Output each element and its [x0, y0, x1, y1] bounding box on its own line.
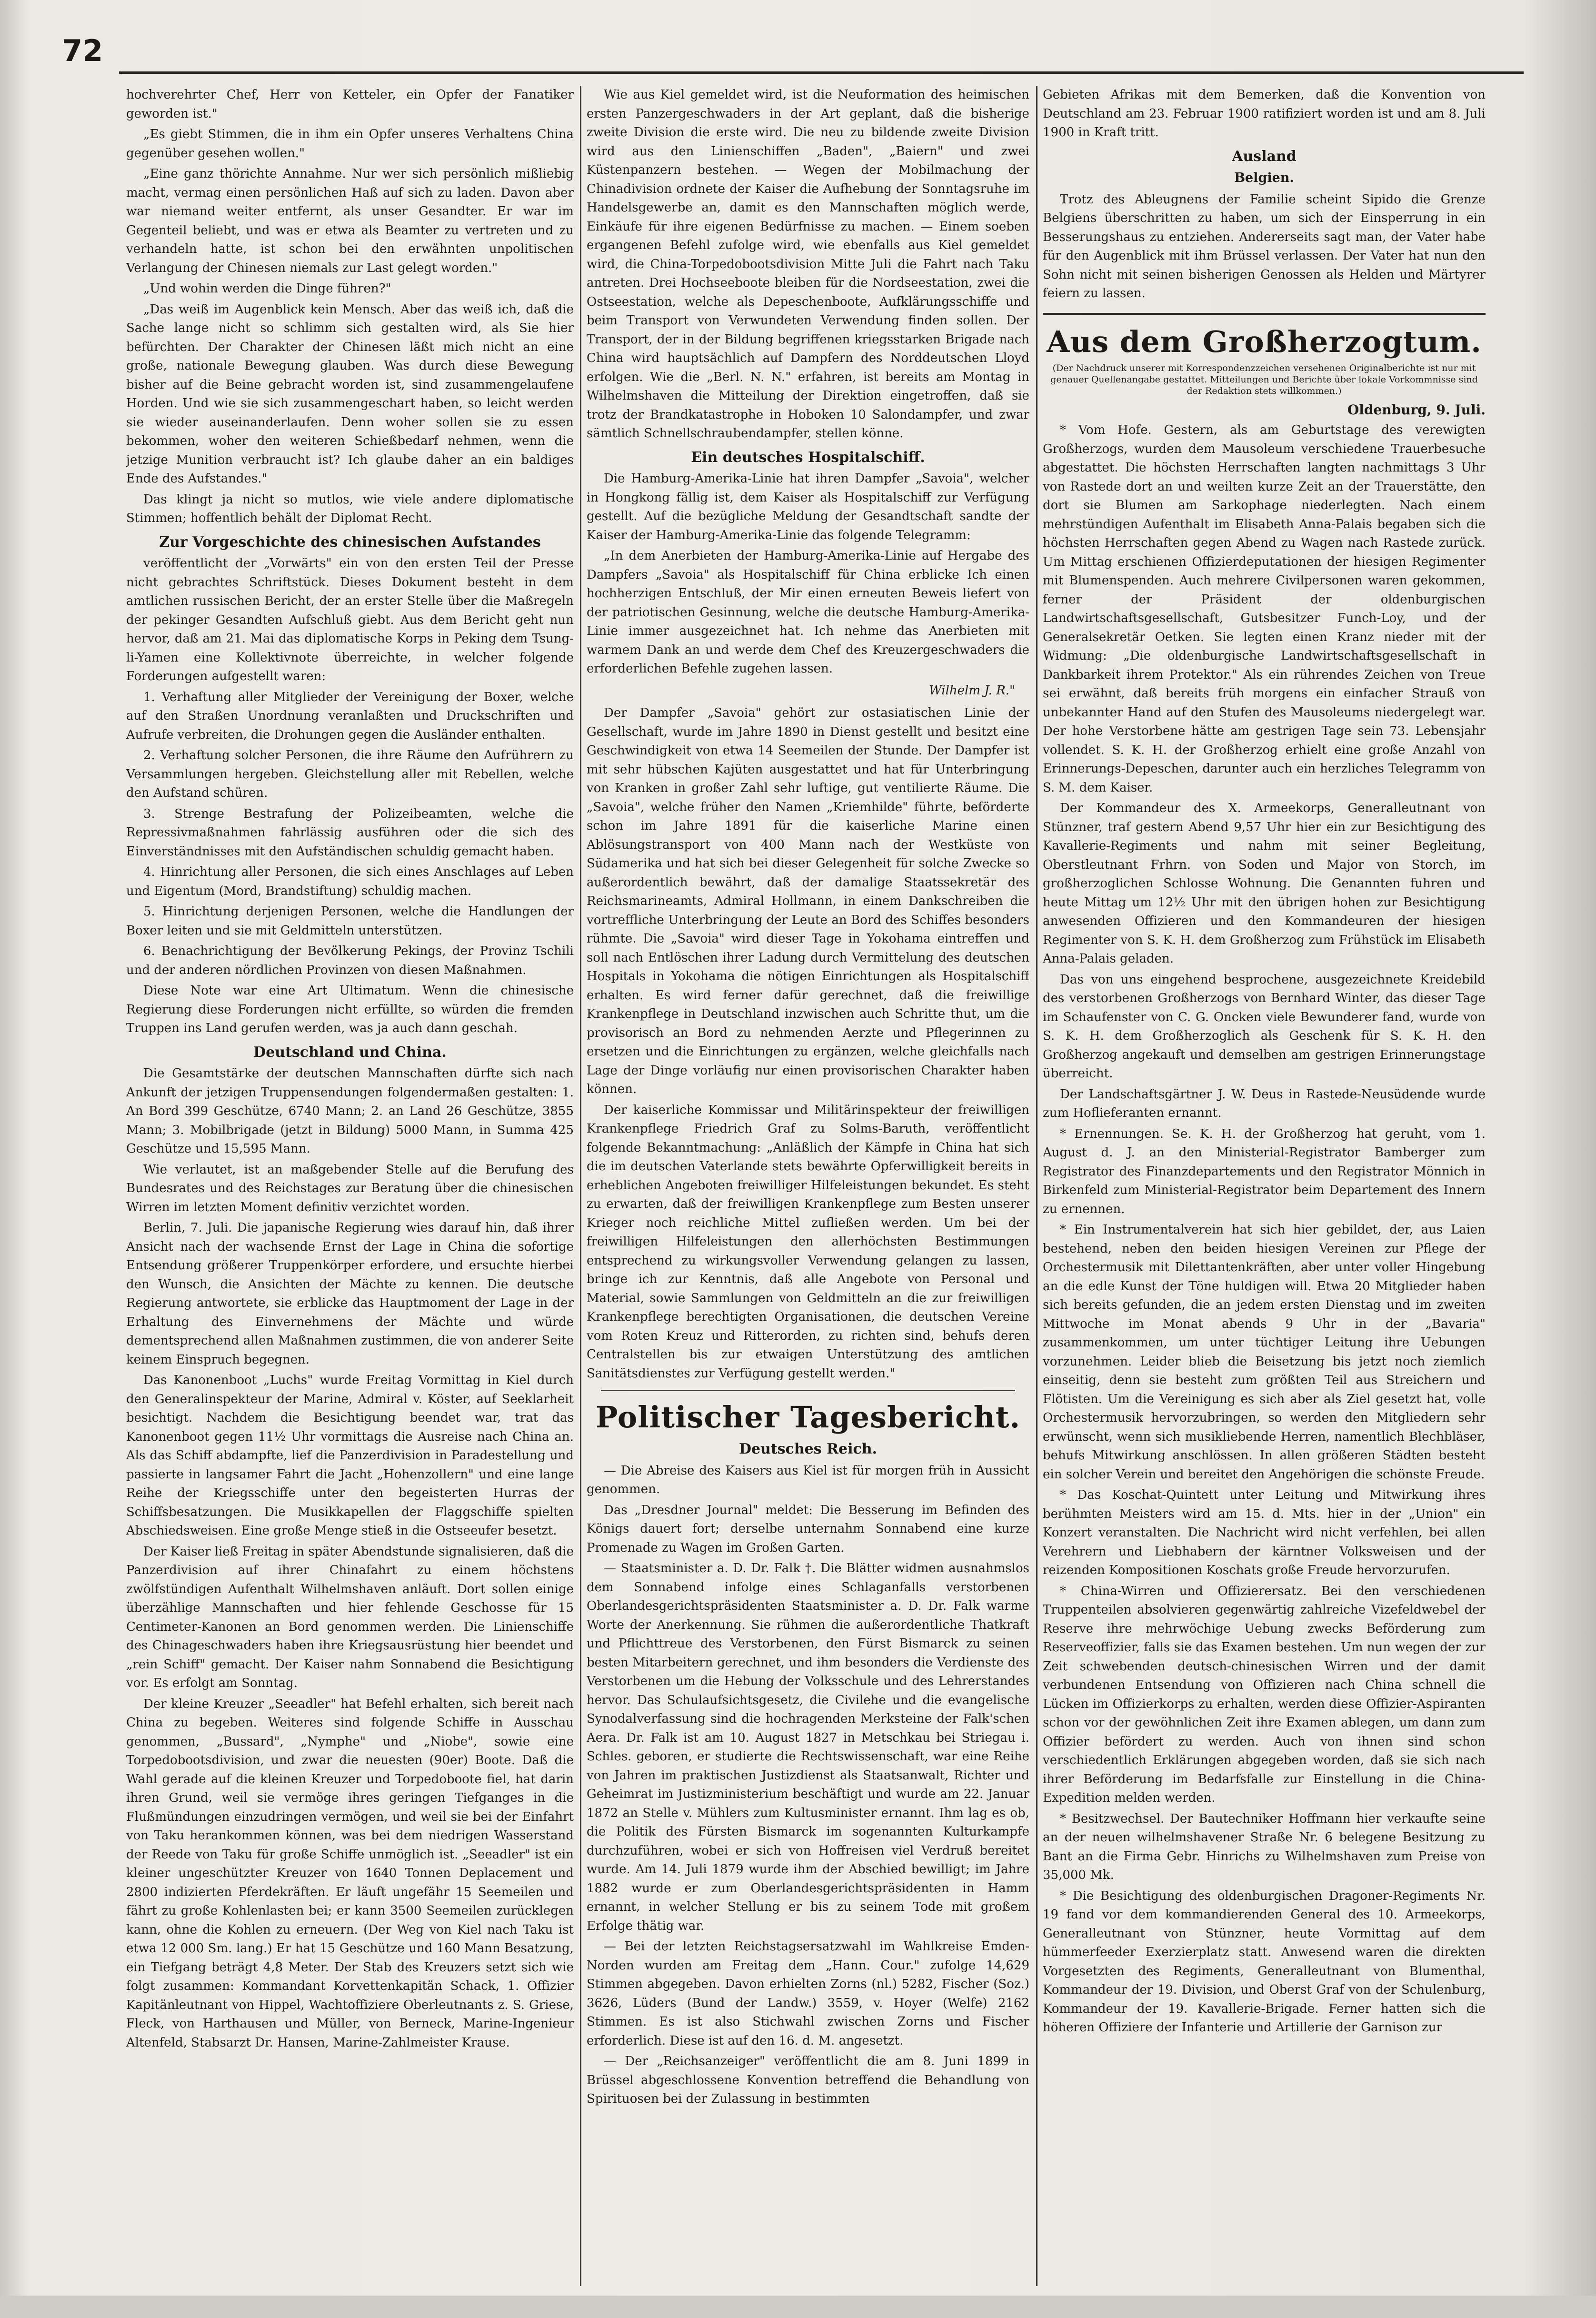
paragraph: * Ernennungen. Se. K. H. der Großherzog hat geruht, vom 1. August d. J. an den Ministerial-Registrator Bamberger zum Registrator des Finanzdepartements und den Registrator Mönnich in Birkenfeld zum Ministerial-Registrator beim Departement des Innern zu ernennen. — [1043, 1126, 1486, 1216]
paragraph: „Eine ganz thörichte Annahme. Nur wer sich persönlich mißliebig macht, vermag einen persönlichen Haß auf sich zu laden. Davon aber war niemand weiter entfernt, als unser Gesandter. Er war im Gegenteil beliebt, und was er etwa als Beamter zu vertreten und zu verhandeln hatte, ist schon bei den erwähnten unpolitischen Verlangung der Chinesen niemals zur Last gelegt worden." — [126, 167, 574, 275]
paragraph: Trotz des Ableugnens der Familie scheint Sipido die Grenze Belgiens überschritten zu haben, um sich der Einsperrung in ein Besserungshaus zu entziehen. Andererseits sagt man, der Vater habe für den Augenblick mit ihm Brüssel verlassen. Der Vater hat nun den Sohn nicht mit seinen bisherigen Genossen als Helden und Märtyrer feiern zu lassen. — [1043, 192, 1486, 301]
paragraph: * Ein Instrumentalverein hat sich hier gebildet, der, aus Laien bestehend, neben den beiden hiesigen Vereinen zur Pflege der Orchestermusik mit Dilettantenkräften, aber unter voller Hingebung an die edle Kunst der Töne huldigen will. Etwa 20 Mitglieder haben sich bereits gefunden, die an jedem ersten Dienstag und im zweiten Mittwoche im Monat abends 9 Uhr in der „Bavaria" zusammenkommen, um unter tüchtiger Leitung ihre Uebungen vorzunehmen. Leider blieb die Beisetzung bis jetzt noch ziemlich einseitig, denn sie besteht zum größten Teil aus Streichern und Flötisten. Um die Vereinigung es sich aber als Ziel gesetzt hat, volle Orchestermusik hervorzubringen, so werden den Mitgliedern sehr erwünscht, wenn sich musikliebende Herren, namentlich Blechbläser, behufs Mitwirkung anschlössen. In allen größeren Städten besteht ein solcher Verein und bereitet den Angehörigen die schönste Freude. — [1043, 1223, 1486, 1482]
section-note: (Der Nachdruck unserer mit Korrespondenzzeichen versehenen Originalberichte ist nur mit genauer Quellenangabe gestattet. Mitteilungen und Berichte über lokale Vorkommnisse sind der Redaktion stets willkommen.) — [1050, 362, 1478, 396]
paragraph: * Besitzwechsel. Der Bautechniker Hoffmann hier verkaufte seine an der neuen wilhelmshavener Straße Nr. 6 belegene Besitzung zu Bant an die Firma Gebr. Hinrichs zu Wilhelmshaven zum Preise von 35,000 Mk. — [1043, 1811, 1486, 1882]
paragraph: Wie verlautet, ist an maßgebender Stelle auf die Berufung des Bundesrates und des Reichstages zur Beratung über die chinesischen Wirren im letzten Moment definitiv verzichtet worden. — [126, 1162, 574, 1214]
paragraph: „Und wohin werden die Dinge führen?" — [143, 281, 391, 296]
section-title: Politischer Tagesbericht. — [595, 1400, 1021, 1435]
article-heading: Ein deutsches Hospitalschiff. — [691, 449, 925, 466]
paragraph: Der kleine Kreuzer „Seeadler" hat Befehl erhalten, sich bereit nach China zu begeben. Weiteres sind folgende Schiffe in Ausschau genommen, „Bussard", „Nymphe" und „Niobe", sowie eine Torpedobootsdivision, und zwar die neuesten (90er) Boote. Daß die Wahl gerade auf die kleinen Kreuzer und Torpedoboote fiel, hat darin ihren Grund, weil sie vermöge ihres geringen Tiefganges in die Flußmündungen einzudringen vermögen, und weil sie bei der Einfahrt von Taku herankommen können, was bei dem niedrigen Wasserstand der Reede von Taku für große Schiffe unmöglich ist. „Seeadler" ist ein kleiner ungeschützter Kreuzer von 1640 Tonnen Deplacement und 2800 indizierten Pferdekräften. Er läuft ungefähr 15 Seemeilen und fährt zu große Kohlenlasten bei; er kann 3500 Seemeilen zurücklegen kann, ohne die Kohlen zu erneuern. (Der Weg von Kiel nach Taku ist etwa 12 000 Sm. lang.) Er hat 15 Geschütze und 160 Mann Besatzung, ein Tiefgang beträgt 4,8 Meter. Der Stab des Kreuzers setzt sich wie folgt zusammen: Kommandant Korvettenkapitän Schack, 1. Offizier Kapitänleutnant von Hippel, Wachtoffiziere Oberleutnants z. S. Griese, Fleck, von Harthausen und Müller, von Berneck, Marine-Ingenieur Altenfeld, Stabsarzt Dr. Hansen, Marine-Zahlmeister Krause. — [126, 1696, 574, 2050]
paragraph: „In dem Anerbieten der Hamburg-Amerika-Linie auf Hergabe des Dampfers „Savoia" als Hospitalschiff für China erblicke Ich einen hochherzigen Entschluß, der Mir einen erneuten Beweis liefert von der patriotischen Gesinnung, welche die deutsche Hamburg-Amerika-Linie immer ausgezeichnet hat. Ich nehme das Anerbieten mit warmem Dank an und werde dem Chef des Kreuzergeschwaders die erforderlichen Befehle zugehen lassen. — [587, 549, 1029, 676]
paragraph: Die Hamburg-Amerika-Linie hat ihren Dampfer „Savoia", welcher in Hongkong fällig ist, dem Kaiser als Hospitalschiff zur Verfügung gestellt. Auf die bezügliche Meldung der Gesandtschaft sandte der Kaiser der Hamburg-Amerika-Linie das folgende Telegramm: — [587, 472, 1029, 542]
column-1 — [126, 86, 574, 2296]
paragraph: * Vom Hofe. Gestern, als am Geburtstage des verewigten Großherzogs, wurden dem Mausoleum verschiedene Trauerbesuche abgestattet. Die höchsten Herrschaften langten nachmittags 3 Uhr von Rastede dort an und weilten kurze Zeit an der Trauerstätte, den dort sie Blumen am Sarkophage niederlegten. Nach einem mehrstündigen Aufenthalt im Elisabeth Anna-Palais begaben sich die höchsten Herrschaften gegen Abend zu Wagen nach Rastede zurück. Um Mittag erschienen Offizierdeputationen der hiesigen Regimenter mit Blumenspenden. Auch mehrere Civilpersonen waren gekommen, ferner der Präsident der oldenburgischen Landwirtschaftsgesellschaft, Gutsbesitzer Funch-Loy, und der Generalsekretär Oetken. Sie legten einen Kranz nieder mit der Widmung: „Die oldenburgische Landwirtschaftsgesellschaft in Dankbarkeit ihrem Protektor." Als ein rührendes Zeichen von Treue sei erwähnt, daß bereits früh morgens ein einfacher Strauß von unbekannter Hand auf den Stufen des Mausoleums niedergelegt war. Der hohe Verstorbene hätte am gestrigen Tage sein 73. Lebensjahr vollendet. S. K. H. der Großherzog erhielt eine große Anzahl von Erinnerungs-Depeschen, darunter auch ein herzliches Telegramm von S. M. dem Kaiser. — [1043, 423, 1486, 795]
paragraph: Der Kommandeur des X. Armeekorps, Generalleutnant von Stünzner, traf gestern Abend 9,57 Uhr hier ein zur Besichtigung des Kavallerie-Regiments und nahm mit seiner Begleitung, Oberstleutnant Frhrn. von Soden und Major von Storch, im großherzoglichen Schlosse Wohnung. Die Genannten fuhren und heute Mittag um 12½ Uhr mit den übrigen hohen zur Besichtigung anwesenden Offizieren und den Kommandeuren der hiesigen Regimenter von S. K. H. dem Großherzog zum Frühstück im Elisabeth Anna-Palais geladen. — [1043, 801, 1486, 966]
paragraph: Gebieten Afrikas mit dem Bemerken, daß die Konvention von Deutschland am 23. Februar 1900 ratifiziert worden ist und am 8. Juli 1900 in Kraft tritt. — [1043, 88, 1486, 140]
paragraph: — Der „Reichsanzeiger" veröffentlicht die am 8. Juni 1899 in Brüssel abgeschlossene Konvention betreffend die Behandlung von Spirituosen bei der Zulassung in bestimmten — [587, 2054, 1029, 2106]
paragraph: Der Dampfer „Savoia" gehört zur ostasiatischen Linie der Gesellschaft, wurde im Jahre 1890 in Dienst gestellt und besitzt eine Geschwindigkeit von etwa 14 Seemeilen der Stunde. Der Dampfer ist mit sehr hübschen Kajüten ausgestattet und hat für Unterbringung von Kranken in großer Zahl sehr luftige, gut ventilierte Räume. Die „Savoia", welche früher den Namen „Kriemhilde" führte, beförderte schon im Jahre 1891 für die kaiserliche Marine einen Ablösungstransport von 400 Mann nach der Westküste von Südamerika und hat sich bei dieser Gelegenheit für solche Zwecke so außerordentlich bewährt, daß der damalige Staatssekretär des Reichsmarineamts, Admiral Hollmann, in einem Dankschreiben die vortreffliche Unterbringung der Leute an Bord des Schiffes besonders rühmte. Die „Savoia" wird dieser Tage in Yokohama eintreffen und soll nach Entlöschen ihrer Ladung durch Vermittelung des deutschen Hospitals in Yokohama die nötigen Einrichtungen als Hospitalschiff erhalten. Es wird ferner dafür gerechnet, daß die freiwillige Krankenpflege in Deutschland inzwischen auch Schritte thut, um die provisorisch an Bord zu nehmenden Aerzte und Pflegerinnen zu ersetzen und die Einrichtungen zu ergänzen, welche gleichfalls nach Lage der Dinge vorläufig nur einen provisorischen Charakter haben können. — [587, 706, 1029, 1096]
subsection-heading: Belgien. — [1234, 171, 1294, 185]
subsection-heading: Deutsches Reich. — [738, 1441, 878, 1457]
paragraph: Wie aus Kiel gemeldet wird, ist die Neuformation des heimischen ersten Panzergeschwaders in der Art geplant, daß die bisherige zweite Division die erste wird. Die neu zu bildende zweite Division wird aus den Linienschiffen „Baden", „Baiern" und zwei Küstenpanzern bestehen. — Wegen der Mobilmachung der Chinadivision ordnete der Kaiser die Aufhebung der Sonntagsruhe im Handelsgewerbe an, damit es den Mannschaften möglich werde, Einkäufe für ihre eigenen Bedürfnisse zu machen. — Einem soeben ergangenen Befehl zufolge wird, wie ebenfalls aus Kiel gemeldet wird, die China-Torpedobootsdivision Mitte Juli die Fahrt nach Taku antreten. Drei Hochseeboote bleiben für die Nordseestation, zwei die Ostseestation, welche als Depeschenboote, Aufklärungsschiffe und beim Transport von Verwundeten Verwendung finden sollen. Der Transport, der in der Bildung begriffenen kriegsstarken Brigade nach China wird hauptsächlich auf Dampfern des Norddeutschen Lloyd erfolgen. Wie die „Berl. N. N." erfahren, ist bereits am Montag in Wilhelmshaven die Mitteilung der Direktion eingetroffen, daß sie trotz der Brandkatastrophe in Hoboken 10 Salondampfer, und zwar sämtlich Schnellschraubendampfer, stellen könne. — [587, 88, 1029, 441]
subsection-heading: Ausland — [1232, 148, 1297, 165]
paragraph: — Die Abreise des Kaisers aus Kiel ist für morgen früh in Aussicht genommen. — [587, 1463, 1029, 1496]
paragraph: 4. Hinrichtung aller Personen, die sich eines Anschlages auf Leben und Eigentum (Mord, Brandstiftung) schuldig machen. — [126, 865, 574, 898]
paragraph: 3. Strenge Bestrafung der Polizeibeamten, welche die Repressivmaßnahmen fahrlässig ausführen oder die sich des Einverständnisses mit den Aufständischen schuldig gemacht haben. — [126, 806, 574, 859]
dateline: Oldenburg, 9. Juli. — [1347, 401, 1486, 418]
paragraph: „Es giebt Stimmen, die in ihm ein Opfer unseres Verhaltens China gegenüber gesehen wollen." — [126, 127, 574, 161]
paragraph: Das klingt ja nicht so mutlos, wie viele andere diplomatische Stimmen; hoffentlich behält der Diplomat Recht. — [126, 492, 574, 525]
column-divider — [580, 86, 581, 2286]
paragraph: 2. Verhaftung solcher Personen, die ihre Räume den Aufrührern zu Versammlungen hergeben. Gleichstellung aller mit Rebellen, welche den Aufstand schüren. — [126, 748, 574, 800]
paragraph: Der Landschaftsgärtner J. W. Deus in Rastede-Neusüdende wurde zum Hoflieferanten ernannt. — [1043, 1087, 1486, 1120]
column-3 — [1043, 86, 1486, 2296]
paragraph: Diese Note war eine Art Ultimatum. Wenn die chinesische Regierung diese Forderungen nicht erfüllte, so würden die fremden Truppen ins Land gerufen werden, was ja auch dann geschah. — [126, 983, 574, 1035]
paragraph: Das von uns eingehend besprochene, ausgezeichnete Kreidebild des verstorbenen Großherzogs von Bernhard Winter, das dieser Tage im Schaufenster von C. G. Oncken viele Bewunderer fand, wurde von S. K. H. dem Großherzoglich als Geschenk für S. K. H. den Großherzog angekauft und demselben am gestrigen Erinnerungstage überreicht. — [1043, 972, 1486, 1081]
header-rule — [119, 71, 1524, 74]
paragraph: veröffentlicht der „Vorwärts" ein von den ersten Teil der Presse nicht gebrachtes Schriftstück. Dieses Dokument besteht in dem amtlichen russischen Bericht, der an erster Stelle über die Maßregeln der pekinger Gesandten Aufschluß giebt. Aus dem Bericht geht nun hervor, daß am 21. Mai das diplomatische Korps in Peking dem Tsung-li-Yamen eine Kollektivnote überreichte, in welcher folgende Forderungen aufgestellt waren: — [126, 556, 574, 683]
paragraph: * China-Wirren und Offizierersatz. Bei den verschiedenen Truppenteilen absolvieren gegenwärtig zahlreiche Vizefeldwebel der Reserve ihre mehrwöchige Uebung zwecks Beförderung zum Reserveoffizier, falls sie das Examen bestehen. Um nun wegen der zur Zeit schwebenden deutsch-chinesischen Wirren und der damit verbundenen Entsendung von Offizieren nach China schnell die Lücken im Offizierkorps zu erhalten, werden diese Offizier-Aspiranten schon vor der gewöhnlichen Zeit ihre Examen ablegen, um dann zum Offizier befördert zu werden. Auch von ihnen sind schon verschiedentlich Erklärungen abgegeben worden, daß sie sich nach ihrer Beförderung im Bedarfsfalle zur Einstellung in die China-Expedition melden werden. — [1043, 1584, 1486, 1805]
section-title: Aus dem Großherzogtum. — [1047, 324, 1482, 359]
page-bottom-margin — [0, 2296, 1596, 2318]
article-heading: Zur Vorgeschichte des chinesischen Aufstandes — [159, 533, 541, 551]
paragraph: * Das Koschat-Quintett unter Leitung und Mitwirkung ihres berühmten Meisters wird am 15. d. Mts. hier in der „Union" ein Konzert veranstalten. Die Nachricht wird nicht verfehlen, bei allen Verehrern und Liebhabern der kärntner Volksweisen und der reizenden Kompositionen Koschats große Freude hervorzurufen. — [1043, 1488, 1486, 1577]
paragraph: 1. Verhaftung aller Mitglieder der Vereinigung der Boxer, welche auf den Straßen Unordnung veranlaßten und Druckschriften und Aufrufe verbreiten, die Drohungen gegen die Ausländer enthalten. — [126, 690, 574, 742]
paragraph: Das Kanonenboot „Luchs" wurde Freitag Vormittag in Kiel durch den Generalinspekteur der Marine, Admiral v. Köster, auf Seeklarheit besichtigt. Nachdem die Besichtigung beendet war, trat das Kanonenboot gegen 11½ Uhr vormittags die Ausreise nach China an. Als das Schiff abdampfte, lief die Panzerdivision in Paradestellung und passierte in langsamer Fahrt die Jacht „Hohenzollern" und eine lange Reihe der Kriegsschiffe unter den begeisterten Hurras der Schiffsbesatzungen. Die Musikkapellen der Flaggschiffe spielten Abschiedsweisen. Eine große Menge stieß in die Ostseeufer besetzt. — [126, 1373, 574, 1538]
article-heading: Deutschland und China. — [253, 1044, 447, 1061]
column-divider — [1036, 86, 1037, 2286]
paragraph: Die Gesamtstärke der deutschen Mannschaften dürfte sich nach Ankunft der jetzigen Truppensendungen folgendermaßen gestalten: 1. An Bord 399 Geschütze, 6740 Mann; 2. an Land 26 Geschütze, 3855 Mann; 3. Mobilbrigade (jetzt in Bildung) 5000 Mann, in Summa 425 Geschütze und 15,595 Mann. — [126, 1066, 574, 1156]
paragraph: Berlin, 7. Juli. Die japanische Regierung wies darauf hin, daß ihrer Ansicht nach der wachsende Ernst der Lage in China die sofortige Entsendung größerer Truppenkörper erfordere, und ersuchte hierbei den Wunsch, die Ansichten der Mächte zu kennen. Die deutsche Regierung antwortete, sie erblicke das Hauptmoment der Lage in der Erhaltung des Einvernehmens der Mächte und würde dementsprechend allen Maßnahmen zustimmen, die von anderer Seite keinem Einspruch begegnen. — [126, 1221, 574, 1367]
section-rule — [1043, 313, 1486, 315]
paragraph: — Staatsminister a. D. Dr. Falk †. Die Blätter widmen ausnahmslos dem Sonnabend infolge eines Schlaganfalls verstorbenen Oberlandesgerichtspräsidenten Staatsminister a. D. Dr. Falk warme Worte der Anerkennung. Sie rühmen die außerordentliche Thatkraft und Pflichttreue des Verstorbenen, den Fürst Bismarck zu seinen besten Mitarbeitern gerechnet, und ihm besonders die Verdienste des Verstorbenen um die Hebung der Volksschule und des Lehrerstandes hervor. Das Schulaufsichtsgesetz, die Civilehe und die evangelische Synodalverfassung sind die hochragenden Merksteine der Falk'schen Aera. Dr. Falk ist am 10. August 1827 in Metschkau bei Striegau i. Schles. geboren, er studierte die Rechtswissenschaft, war eine Reihe von Jahren im praktischen Justizdienst als Staatsanwalt, Richter und Geheimrat im Justizministerium beschäftigt und wurde am 22. Januar 1872 an Stelle v. Mühlers zum Kultusminister ernannt. Ihm lag es ob, die Politik des Fürsten Bismarck im sogenannten Kulturkampfe durchzuführen, wobei er sich von Hoffreisen viel Verdruß bereitet wurde. Am 14. Juli 1879 wurde ihm der Abschied bewilligt; im Jahre 1882 wurde er zum Oberlandesgerichtspräsidenten in Hamm ernannt, in welcher Stellung er bis zu seinem Tode mit großem Erfolge thätig war. — [587, 1561, 1029, 1933]
paragraph: 5. Hinrichtung derjenigen Personen, welche die Handlungen der Boxer leiten und sie mit Geldmitteln unterstützen. — [126, 904, 574, 938]
paragraph: hochverehrter Chef, Herr von Ketteler, ein Opfer der Fanatiker geworden ist." — [126, 88, 574, 121]
paragraph: Das „Dresdner Journal" meldet: Die Besserung im Befinden des Königs dauert fort; derselbe unternahm Sonnabend eine kurze Promenade zu Wagen im Großen Garten. — [587, 1503, 1029, 1555]
column-2 — [587, 86, 1029, 2296]
paragraph: * Die Besichtigung des oldenburgischen Dragoner-Regiments Nr. 19 fand vor dem kommandierenden General des 10. Armeekorps, Generalleutnant von Stünzner, heute Vormittag auf dem hümmerfeeder Exerzierplatz statt. Anwesend waren die direkten Vorgesetzten des Regiments, Generalleutnant von Blumenthal, Kommandeur der 19. Division, und Oberst Graf von der Schulenburg, Kommandeur der 19. Kavallerie-Brigade. Ferner hatten sich die höheren Offiziere der Infanterie und Artillerie der Garnison zur — [1043, 1888, 1486, 2035]
section-rule — [601, 1390, 1015, 1391]
paragraph: 6. Benachrichtigung der Bevölkerung Pekings, der Provinz Tschili und der anderen nördlichen Provinzen von diesen Maßnahmen. — [126, 944, 574, 977]
paragraph: Der Kaiser ließ Freitag in später Abendstunde signalisieren, daß die Panzerdivision auf ihrer Chinafahrt zu einem höchstens zwölfstündigen Aufenthalt Wilhelmshaven anläuft. Dort sollen einige überzählige Mannschaften und hier fehlende Geschosse für 15 Centimeter-Kanonen an Bord genommen werden. Die Linienschiffe des Chinageschwaders haben ihre Kriegsausrüstung hier beendet und „rein Schiff" gemacht. Der Kaiser nahm Sonnabend die Besichtigung vor. Es erfolgt am Sonntag. — [126, 1544, 574, 1690]
paragraph: Der kaiserliche Kommissar und Militärinspekteur der freiwilligen Krankenpflege Friedrich Graf zu Solms-Baruth, veröffentlicht folgende Bekanntmachung: „Anläßlich der Kämpfe in China hat sich die im deutschen Vaterlande stets bewährte Opferwilligkeit bereits in erheblichen Angeboten freiwilliger Hilfeleistungen bekundet. Es steht zu erwarten, daß der freiwilligen Krankenpflege zum Besten unserer Krieger noch reichliche Mittel zufließen werden. Um bei der freiwilligen Hilfeleistungen den allerhöchsten Bestimmungen entsprechend zu wirkungsvoller Verwendung gelangen zu lassen, bringe ich zur Kenntnis, daß alle Angebote von Personal und Material, sowie Sammlungen von Geldmitteln an die zur freiwilligen Krankenpflege berechtigten Organisationen, die deutschen Vereine vom Roten Kreuz und Ritterorden, zu richten sind, behufs deren Centralstellen bis zur etwaigen Unterstützung des amtlichen Sanitätsdienstes zur Verfügung gestellt werden." — [587, 1103, 1029, 1381]
signature-line: Wilhelm J. R." — [929, 683, 1015, 698]
paragraph: — Bei der letzten Reichstagsersatzwahl im Wahlkreise Emden-Norden wurden am Freitag dem „Hann. Cour." zufolge 14,629 Stimmen abgegeben. Davon erhielten Zorns (nl.) 5282, Fischer (Soz.) 3626, Lüders (Bund der Landw.) 3559, v. Hoyer (Welfe) 2162 Stimmen. Es ist also Stichwahl zwischen Zorns und Fischer erforderlich. Diese ist auf den 16. d. M. angesetzt. — [587, 1939, 1029, 2048]
paragraph: „Das weiß im Augenblick kein Mensch. Aber das weiß ich, daß die Sache lange nicht so schlimm sich gestalten wird, als Sie hier befürchten. Der Charakter der Chinesen läßt mich nicht an eine große, nationale Bewegung glauben. Was durch diese Bewegung bisher auf die Beine gebracht worden ist, sind zusammengelaufene Horden. Und wie sie sich zusammengeschart haben, so leicht werden sie wieder auseinanderlaufen. Denn woher sollen sie zu essen bekommen, woher den weiteren Schießbedarf nehmen, wenn die jetzige Munition verbraucht ist? Ich glaube daher an ein baldiges Ende des Aufstandes." — [126, 302, 574, 486]
page-number: 72 — [62, 33, 103, 68]
